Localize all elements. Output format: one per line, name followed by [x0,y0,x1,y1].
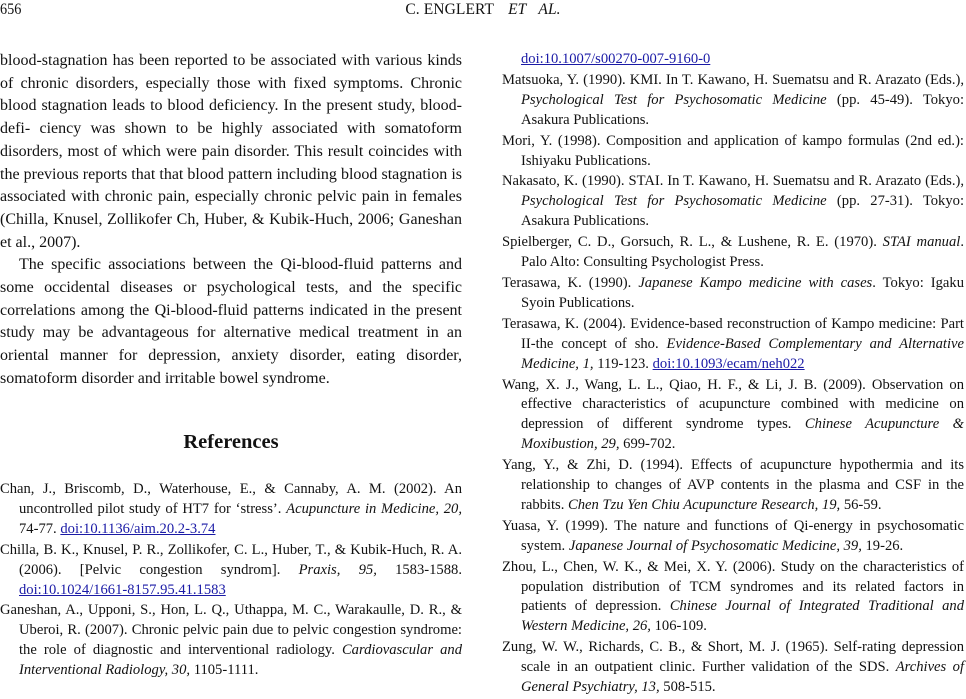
doi-link[interactable]: doi:10.1136/aim.20.2-3.74 [60,520,216,537]
body-paragraph-1: blood-stagnation has been reported to be associated with various kinds of chronic disorders, especially those with fixed symptoms. Chronic blood stagnation leads to blood deficiency. In the present study, blood-defi- ciency was shown to be highly associated with somatoform disorders, most of which were pain disorder. This result coincides with the previous reports that that blood pattern including blood stagnation is associated with chronic pain, especially chronic pelvic pain in females (Chilla, Knusel, Zollikofer Ch, Huber, & Kubik-Huch, 2006; Ganeshan et al., 2007). [0,52,462,251]
reference-item: Wang, X. J., Wang, L. L., Qiao, H. F., & Li, J. B. (2009). Observation on effective characteristics of acupuncture combined with medicine on depression of different syndrome types. Chinese Acupuncture & Moxibustion, 29, 699-702. [502,376,964,453]
reference-item: Zung, W. W., Richards, C. B., & Short, M. J. (1965). Self-rating depression scale in an outpatient clinic. Further validation of the SDS. Archives of General Psychiatry, 13, 508-515. [502,639,964,696]
running-head-author: C. ENGLERT [405,1,495,18]
reference-item: Nakasato, K. (1990). STAI. In T. Kawano, H. Suematsu and R. Arazato (Eds.), Psychological Test for Psychosomatic Medicine (pp. 27-31). Tokyo: Asakura Publications. [502,173,964,230]
reference-list-left [0,480,462,682]
reference-item: Zhou, L., Chen, W. K., & Mei, X. Y. (2006). Study on the characteristics of population distribution of TCM syndromes and its related factors in patients of depression. Chinese Journal of Integrated Traditional and Western Medicine, 26, 106-109. [502,558,964,635]
running-head [0,1,966,19]
reference-item: Mori, Y. (1998). Composition and application of kampo formulas (2nd ed.): Ishiyaku Publications. [502,132,964,169]
running-head-et: ET [508,1,527,18]
reference-item: Chilla, B. K., Knusel, P. R., Zollikofer, C. L., Huber, T., & Kubik-Huch, R. A. (2006). [Pelvic congestion syndrom]. Praxis, 95, 1583-1588. doi:10.1024/1661-8157.95.41.1583 [0,541,462,598]
reference-item: Terasawa, K. (2004). Evidence-based reconstruction of Kampo medicine: Part II-the concept of sho. Evidence-Based Complementary and Alternative Medicine, 1, 119-123. doi:10.1093/ecam/neh022 [502,315,964,372]
doi-link[interactable]: doi:10.1024/1661-8157.95.41.1583 [19,581,226,598]
page-number: 656 [0,1,22,18]
reference-item: Terasawa, K. (1990). Japanese Kampo medicine with cases. Tokyo: Igaku Syoin Publications. [502,274,964,311]
reference-item: Yang, Y., & Zhi, D. (1994). Effects of acupuncture hypothermia and its relationship to changes of AVP contents in the plasma and CSF in the rabbits. Chen Tzu Yen Chiu Acupuncture Research, 19, 56-59. [502,457,964,513]
doi-link[interactable]: doi:10.1093/ecam/neh022 [652,355,805,372]
references-heading: References [183,431,279,453]
left-column [0,50,462,679]
reference-item: Spielberger, C. D., Gorsuch, R. L., & Lushene, R. E. (1970). STAI manual. Palo Alto: Consulting Psychologist Press. [502,234,964,271]
reference-item: Chan, J., Briscomb, D., Waterhouse, E., & Cannaby, A. M. (2002). An uncontrolled pilot study of HT7 for ‘stress’. Acupuncture in Medicine, 20, 74-77. doi:10.1136/aim.20.2-3.74 [0,481,462,537]
continued-doi [502,50,964,70]
doi-link[interactable]: doi:10.1007/s00270-007-9160-0 [521,51,711,67]
reference-item: Yuasa, Y. (1999). The nature and functions of Qi-energy in psychosomatic system. Japanese Journal of Psychosomatic Medicine, 39, 19-26. [502,517,964,554]
reference-item: Ganeshan, A., Upponi, S., Hon, L. Q., Uthappa, M. C., Warakaulle, D. R., & Uberoi, R. (2007). Chronic pelvic pain due to pelvic congestion syndrome: the role of diagnostic and interventional radiology. Cardiovascular and Interventional Radiology, 30, 1105-1111. [0,602,462,679]
reference-list-right [502,50,964,699]
running-head-al: AL. [538,1,561,18]
body-paragraph-2: The specific associations between the Qi-blood-fluid patterns and some occidental diseases or psychological tests, and the specific correlations among the Qi-blood-fluid patterns indicated in the present study may be advantageous for alternative medical treatment in an oriental manner for depression, anxiety disorder, eating disorder, somatoform disorder and irritable bowel syndrome. [0,256,462,387]
reference-item: Matsuoka, Y. (1990). KMI. In T. Kawano, H. Suematsu and R. Arazato (Eds.), Psychological Test for Psychosomatic Medicine (pp. 45-49). Tokyo: Asakura Publications. [502,71,964,128]
page-header [0,0,966,24]
